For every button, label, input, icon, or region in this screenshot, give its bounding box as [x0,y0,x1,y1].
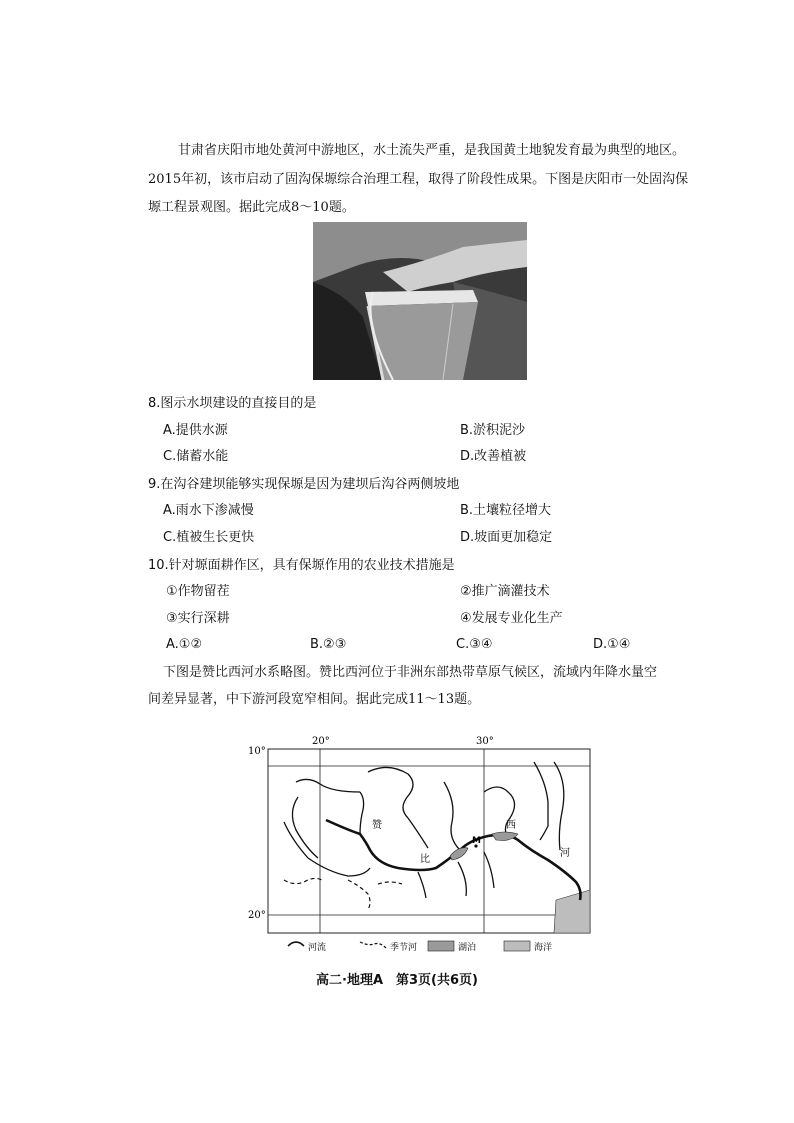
intro-line-2: 2015年初，该市启动了固沟保塬综合治理工程，取得了阶段性成果。下图是庆阳市一处固沟保 [148,172,689,187]
legend-lake-symbol [428,941,454,951]
q9-option-a: A.雨水下渗减慢 [163,503,254,518]
intro2-line-2: 间差异显著，中下游河段宽窄相间。据此完成11～13题。 [148,692,481,707]
lon-20-label: 20° [312,736,330,747]
legend-lake-label: 湖泊 [458,943,477,953]
river-char-3: 西 [506,820,516,831]
point-m-label: M [472,836,481,846]
q10-option-c: C.③④ [456,637,493,652]
river-char-4: 河 [560,848,570,859]
q9-stem: 9.在沟谷建坝能够实现保塬是因为建坝后沟谷两侧坡地 [148,477,460,492]
q10-option-b: B.②③ [310,637,347,652]
q10-item-4: ④发展专业化生产 [460,611,563,626]
q9-option-b: B.土壤粒径增大 [460,503,552,518]
legend-seasonal-label: 季节河 [390,943,418,953]
page-footer: 高二·地理A 第3页(共6页) [316,973,478,988]
q8-option-b: B.淤积泥沙 [460,423,526,438]
zambezi-river-map [248,722,598,957]
q9-option-c: C.植被生长更快 [163,530,255,545]
legend-river-symbol [288,942,304,946]
legend-seasonal-symbol [360,942,386,948]
q10-stem: 10.针对塬面耕作区，具有保塬作用的农业技术措施是 [148,558,455,573]
intro-line-3: 塬工程景观图。据此完成8～10题。 [148,200,355,215]
map-legend [288,941,552,953]
lon-30-label: 30° [476,736,494,747]
intro-line-1: 甘肃省庆阳市地处黄河中游地区，水土流失严重，是我国黄土地貌发育最为典型的地区。 [178,143,686,158]
q9-option-d: D.坡面更加稳定 [460,530,553,545]
q10-option-d: D.①④ [593,637,631,652]
q10-item-3: ③实行深耕 [166,611,230,626]
legend-ocean-label: 海洋 [534,943,553,953]
lat-10-label: 10° [248,746,266,757]
q8-option-c: C.储蓄水能 [163,449,229,464]
river-char-2: 比 [420,854,430,865]
q8-stem: 8.图示水坝建设的直接目的是 [148,396,317,411]
dam-landscape-photo [313,222,527,380]
river-char-1: 赞 [372,820,382,831]
q10-item-1: ①作物留茬 [166,584,230,599]
lat-20-label: 20° [248,910,266,921]
q10-option-a: A.①② [166,637,203,652]
q8-option-a: A.提供水源 [163,423,228,438]
legend-river-label: 河流 [308,943,327,953]
q10-item-2: ②推广滴灌技术 [460,584,550,599]
legend-ocean-symbol [504,941,530,951]
intro2-line-1: 下图是赞比西河水系略图。赞比西河位于非洲东部热带草原气候区，流域内年降水量空 [163,665,658,680]
q8-option-d: D.改善植被 [460,449,527,464]
